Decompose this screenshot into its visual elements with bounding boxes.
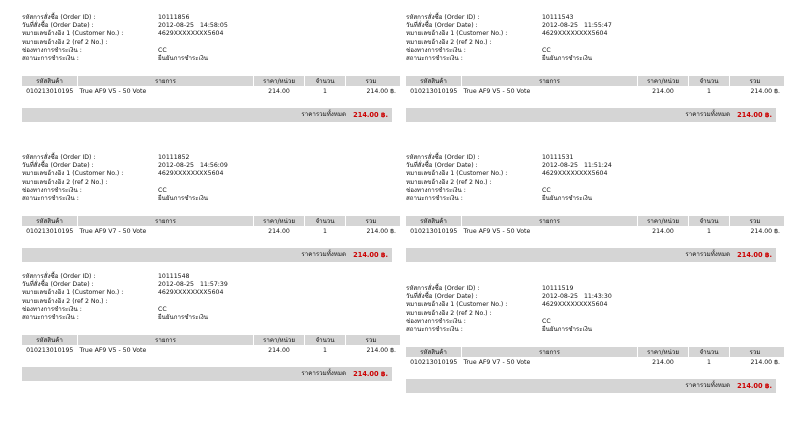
col-total-header: รวม	[346, 335, 401, 345]
customer-no-row	[22, 170, 392, 178]
customer-no-row	[406, 170, 776, 178]
grand-total-value: 214.00 ฿.	[353, 251, 388, 259]
item-code: 010213010195	[410, 88, 458, 95]
item-total: 214.00 ฿.	[366, 347, 396, 354]
item-name: True AF9 V7 - 50 Vote	[463, 359, 531, 366]
order-id-label: รหัสการสั่งซื้อ (Order ID) :	[22, 273, 96, 280]
order-time: 14:56:09	[199, 162, 228, 170]
item-code: 010213010195	[26, 88, 74, 95]
col-code-header: รหัสสินค้า	[406, 216, 462, 226]
order-time: 11:55:47	[583, 22, 612, 30]
order-date: 2012-08-25	[158, 281, 194, 289]
order-date-label: วันที่สั่งซื้อ (Order Date) :	[406, 162, 478, 170]
items-header-row	[406, 347, 784, 357]
ref2-row	[22, 39, 392, 47]
grand-total-label: ราคารวมทั้งหมด	[685, 251, 730, 258]
item-qty: 1	[323, 347, 327, 354]
order-id-label: รหัสการสั่งซื้อ (Order ID) :	[406, 14, 480, 21]
payment-status-label: สถานะการชำระเงิน :	[22, 194, 79, 202]
ref2-label: หมายเลขอ้างอิง 2 (ref 2 No.) :	[22, 38, 108, 46]
payment-channel-label: ช่องทางการชำระเงิน :	[22, 305, 82, 313]
customer-no-row	[406, 301, 776, 309]
order-receipt	[406, 285, 780, 393]
order-date-value	[158, 22, 228, 30]
col-qty-header: จำนวน	[689, 76, 730, 86]
order-info	[22, 154, 392, 216]
payment-status-label: สถานะการชำระเงิน :	[22, 54, 79, 62]
item-total: 214.00 ฿.	[750, 228, 780, 235]
table-row	[406, 86, 784, 97]
order-receipt	[406, 154, 780, 262]
ref2-row	[22, 298, 392, 306]
ref2-row	[406, 310, 776, 318]
order-id-label: รหัสการสั่งซื้อ (Order ID) :	[406, 154, 480, 161]
ref2-label: หมายเลขอ้างอิง 2 (ref 2 No.) :	[22, 297, 108, 305]
customer-no-value: 4629XXXXXXXX5604	[158, 170, 224, 178]
order-id-row	[406, 154, 776, 162]
grand-total-value: 214.00 ฿.	[737, 111, 772, 119]
customer-no-label: หมายเลขอ้างอิง 1 (Customer No.) :	[406, 30, 508, 38]
col-price-header: ราคา/หน่วย	[254, 335, 305, 345]
order-date: 2012-08-25	[542, 293, 578, 301]
grand-total-value: 214.00 ฿.	[353, 111, 388, 119]
payment-status-row	[22, 314, 392, 322]
order-date: 2012-08-25	[542, 162, 578, 170]
customer-no-value: 4629XXXXXXXX5604	[542, 301, 608, 309]
item-qty: 1	[707, 88, 711, 95]
order-info	[406, 154, 776, 216]
item-total: 214.00 ฿.	[750, 88, 780, 95]
customer-no-value: 4629XXXXXXXX5604	[158, 30, 224, 38]
item-qty: 1	[323, 228, 327, 235]
order-date: 2012-08-25	[542, 22, 578, 30]
order-time: 11:51:24	[583, 162, 612, 170]
col-qty-header: จำนวน	[305, 76, 346, 86]
col-price-header: ราคา/หน่วย	[638, 347, 689, 357]
grand-total-label: ราคารวมทั้งหมด	[301, 111, 346, 118]
order-date-label: วันที่สั่งซื้อ (Order Date) :	[406, 293, 478, 301]
item-price: 214.00	[268, 347, 290, 354]
order-id-value: 10111531	[542, 154, 574, 161]
grand-total-bar	[22, 108, 392, 122]
payment-channel-row	[406, 318, 776, 326]
payment-channel-label: ช่องทางการชำระเงิน :	[22, 186, 82, 194]
grand-total-bar	[406, 248, 776, 262]
order-date: 2012-08-25	[158, 22, 194, 30]
col-item-header: รายการ	[462, 347, 638, 357]
payment-status-label: สถานะการชำระเงิน :	[406, 194, 463, 202]
item-price: 214.00	[268, 88, 290, 95]
table-row	[22, 226, 400, 237]
customer-no-row	[22, 30, 392, 38]
customer-no-label: หมายเลขอ้างอิง 1 (Customer No.) :	[22, 289, 124, 297]
col-item-header: รายการ	[462, 216, 638, 226]
ref2-label: หมายเลขอ้างอิง 2 (ref 2 No.) :	[406, 309, 492, 317]
col-price-header: ราคา/หน่วย	[638, 76, 689, 86]
item-name: True AF9 V7 - 50 Vote	[79, 228, 147, 235]
customer-no-value: 4629XXXXXXXX5604	[542, 170, 608, 178]
order-id-row	[406, 285, 776, 293]
table-row	[22, 345, 400, 356]
col-total-header: รวม	[346, 76, 401, 86]
grand-total-label: ราคารวมทั้งหมด	[301, 370, 346, 377]
items-table	[406, 347, 784, 368]
grand-total-label: ราคารวมทั้งหมด	[301, 251, 346, 258]
item-price: 214.00	[652, 359, 674, 366]
payment-status-label: สถานะการชำระเงิน :	[406, 325, 463, 333]
item-code: 010213010195	[410, 359, 458, 366]
payment-channel-value: CC	[542, 186, 551, 194]
ref2-label: หมายเลขอ้างอิง 2 (ref 2 No.) :	[22, 178, 108, 186]
col-price-header: ราคา/หน่วย	[254, 76, 305, 86]
item-name: True AF9 V5 - 50 Vote	[463, 228, 531, 235]
col-code-header: รหัสสินค้า	[406, 76, 462, 86]
order-date-value	[542, 293, 612, 301]
grand-total-bar	[22, 367, 392, 381]
order-id-value: 10111543	[542, 14, 574, 21]
item-qty: 1	[323, 88, 327, 95]
col-total-header: รวม	[730, 347, 785, 357]
order-receipt	[22, 273, 396, 381]
items-table	[22, 216, 400, 237]
order-id-value: 10111548	[158, 273, 190, 280]
item-total: 214.00 ฿.	[366, 228, 396, 235]
payment-channel-row	[406, 187, 776, 195]
items-header-row	[22, 216, 400, 226]
item-name: True AF9 V5 - 50 Vote	[79, 88, 147, 95]
ref2-label: หมายเลขอ้างอิง 2 (ref 2 No.) :	[406, 178, 492, 186]
col-item-header: รายการ	[78, 335, 254, 345]
items-table	[406, 76, 784, 97]
col-qty-header: จำนวน	[305, 216, 346, 226]
order-info	[22, 273, 392, 335]
grand-total-bar	[22, 248, 392, 262]
payment-status-value: ยืนยันการชำระเงิน	[542, 54, 592, 62]
payment-channel-row	[22, 47, 392, 55]
table-row	[22, 86, 400, 97]
payment-status-value: ยืนยันการชำระเงิน	[542, 194, 592, 202]
payment-channel-value: CC	[542, 317, 551, 325]
payment-status-row	[406, 326, 776, 334]
item-code: 010213010195	[26, 347, 74, 354]
payment-channel-value: CC	[542, 46, 551, 54]
item-qty: 1	[707, 359, 711, 366]
payment-channel-label: ช่องทางการชำระเงิน :	[406, 317, 466, 325]
order-id-label: รหัสการสั่งซื้อ (Order ID) :	[22, 154, 96, 161]
item-price: 214.00	[268, 228, 290, 235]
items-header-row	[22, 335, 400, 345]
order-info	[406, 285, 776, 347]
order-info	[406, 14, 776, 76]
order-date-value	[542, 162, 612, 170]
order-date-label: วันที่สั่งซื้อ (Order Date) :	[406, 22, 478, 30]
item-price: 214.00	[652, 88, 674, 95]
order-id-value: 10111852	[158, 154, 190, 161]
col-item-header: รายการ	[78, 216, 254, 226]
payment-channel-row	[22, 187, 392, 195]
customer-no-row	[22, 289, 392, 297]
order-time: 14:58:05	[199, 22, 228, 30]
payment-status-row	[22, 55, 392, 63]
payment-channel-value: CC	[158, 186, 167, 194]
col-qty-header: จำนวน	[305, 335, 346, 345]
payment-status-row	[22, 195, 392, 203]
grand-total-bar	[406, 379, 776, 393]
col-code-header: รหัสสินค้า	[22, 216, 78, 226]
grand-total-label: ราคารวมทั้งหมด	[685, 382, 730, 389]
order-time: 11:57:39	[199, 281, 228, 289]
items-table	[406, 216, 784, 237]
grand-total-label: ราคารวมทั้งหมด	[685, 111, 730, 118]
customer-no-value: 4629XXXXXXXX5604	[542, 30, 608, 38]
payment-status-value: ยืนยันการชำระเงิน	[542, 325, 592, 333]
payment-status-value: ยืนยันการชำระเงิน	[158, 313, 208, 321]
item-qty: 1	[707, 228, 711, 235]
order-receipt	[406, 14, 780, 122]
customer-no-row	[406, 30, 776, 38]
payment-status-row	[406, 55, 776, 63]
item-name: True AF9 V5 - 50 Vote	[463, 88, 531, 95]
payment-status-label: สถานะการชำระเงิน :	[406, 54, 463, 62]
customer-no-label: หมายเลขอ้างอิง 1 (Customer No.) :	[406, 170, 508, 178]
order-time: 11:43:30	[583, 293, 612, 301]
payment-channel-label: ช่องทางการชำระเงิน :	[406, 186, 466, 194]
payment-status-value: ยืนยันการชำระเงิน	[158, 194, 208, 202]
grand-total-value: 214.00 ฿.	[737, 382, 772, 390]
items-header-row	[22, 76, 400, 86]
order-id-label: รหัสการสั่งซื้อ (Order ID) :	[406, 285, 480, 292]
order-date-value	[158, 162, 228, 170]
customer-no-label: หมายเลขอ้างอิง 1 (Customer No.) :	[22, 170, 124, 178]
order-id-value: 10111519	[542, 285, 574, 292]
payment-channel-value: CC	[158, 305, 167, 313]
col-code-header: รหัสสินค้า	[22, 335, 78, 345]
col-item-header: รายการ	[78, 76, 254, 86]
payment-channel-row	[22, 306, 392, 314]
items-header-row	[406, 76, 784, 86]
item-total: 214.00 ฿.	[366, 88, 396, 95]
order-date-value	[158, 281, 228, 289]
col-total-header: รวม	[730, 216, 785, 226]
order-date-label: วันที่สั่งซื้อ (Order Date) :	[22, 22, 94, 30]
payment-status-label: สถานะการชำระเงิน :	[22, 313, 79, 321]
item-code: 010213010195	[410, 228, 458, 235]
item-total: 214.00 ฿.	[750, 359, 780, 366]
items-header-row	[406, 216, 784, 226]
ref2-row	[406, 179, 776, 187]
items-table	[22, 76, 400, 97]
item-name: True AF9 V5 - 50 Vote	[79, 347, 147, 354]
table-row	[406, 357, 784, 368]
ref2-row	[22, 179, 392, 187]
table-row	[406, 226, 784, 237]
payment-channel-label: ช่องทางการชำระเงิน :	[22, 46, 82, 54]
customer-no-label: หมายเลขอ้างอิง 1 (Customer No.) :	[406, 301, 508, 309]
order-date-label: วันที่สั่งซื้อ (Order Date) :	[22, 281, 94, 289]
order-id-label: รหัสการสั่งซื้อ (Order ID) :	[22, 14, 96, 21]
ref2-label: หมายเลขอ้างอิง 2 (ref 2 No.) :	[406, 38, 492, 46]
payment-channel-value: CC	[158, 46, 167, 54]
col-code-header: รหัสสินค้า	[406, 347, 462, 357]
customer-no-label: หมายเลขอ้างอิง 1 (Customer No.) :	[22, 30, 124, 38]
order-date-value	[542, 22, 612, 30]
grand-total-value: 214.00 ฿.	[353, 370, 388, 378]
item-code: 010213010195	[26, 228, 74, 235]
order-id-row	[22, 154, 392, 162]
order-date-label: วันที่สั่งซื้อ (Order Date) :	[22, 162, 94, 170]
order-id-row	[406, 14, 776, 22]
ref2-row	[406, 39, 776, 47]
grand-total-value: 214.00 ฿.	[737, 251, 772, 259]
col-price-header: ราคา/หน่วย	[254, 216, 305, 226]
order-date: 2012-08-25	[158, 162, 194, 170]
order-receipt	[22, 154, 396, 262]
payment-status-row	[406, 195, 776, 203]
col-code-header: รหัสสินค้า	[22, 76, 78, 86]
payment-status-value: ยืนยันการชำระเงิน	[158, 54, 208, 62]
customer-no-value: 4629XXXXXXXX5604	[158, 289, 224, 297]
col-price-header: ราคา/หน่วย	[638, 216, 689, 226]
col-qty-header: จำนวน	[689, 216, 730, 226]
order-id-row	[22, 273, 392, 281]
order-info	[22, 14, 392, 76]
col-item-header: รายการ	[462, 76, 638, 86]
payment-channel-label: ช่องทางการชำระเงิน :	[406, 46, 466, 54]
order-receipt	[22, 14, 396, 122]
order-id-row	[22, 14, 392, 22]
item-price: 214.00	[652, 228, 674, 235]
payment-channel-row	[406, 47, 776, 55]
col-total-header: รวม	[346, 216, 401, 226]
col-qty-header: จำนวน	[689, 347, 730, 357]
grand-total-bar	[406, 108, 776, 122]
items-table	[22, 335, 400, 356]
col-total-header: รวม	[730, 76, 785, 86]
order-id-value: 10111856	[158, 14, 190, 21]
